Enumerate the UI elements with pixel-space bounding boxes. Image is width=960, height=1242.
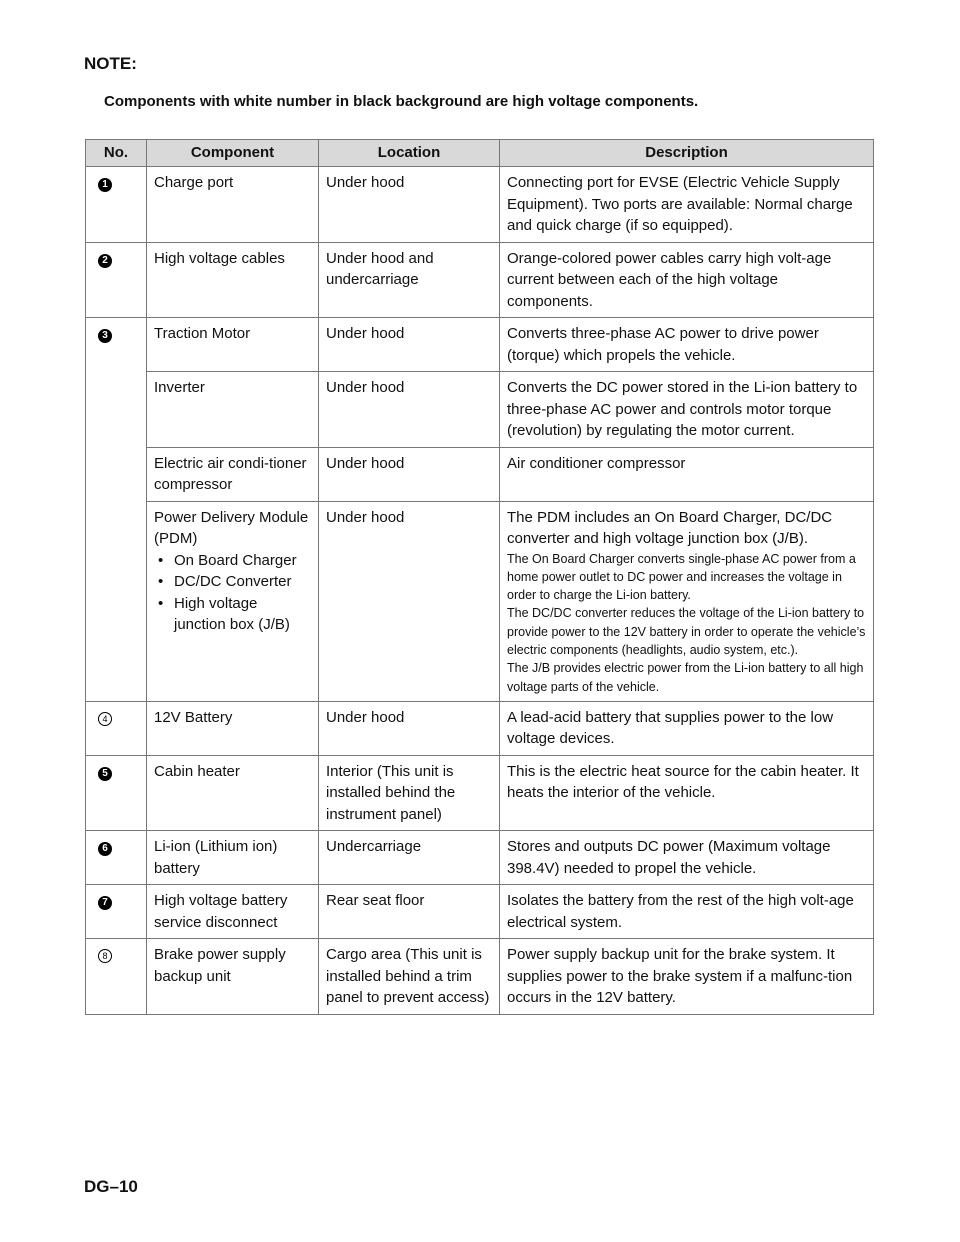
subcomponent-item: • DC/DC Converter <box>154 571 312 593</box>
number-badge: 3 <box>98 329 112 343</box>
location-cell: Under hood and undercarriage <box>319 242 500 318</box>
description-cell: Power supply backup unit for the brake system. It supplies power to the brake system if a malfunc-tion occurs in the 12V battery. <box>500 939 874 1015</box>
component-name: Power Delivery Module (PDM) <box>154 508 309 547</box>
table-header-row <box>86 140 874 167</box>
description-cell: This is the electric heat source for the cabin heater. It heats the interior of the vehicle. <box>500 755 874 831</box>
table-row <box>86 318 874 372</box>
number-badge: 5 <box>98 767 112 781</box>
note-title: NOTE: <box>84 54 137 73</box>
row-number-cell <box>86 885 147 939</box>
number-badge: 2 <box>98 254 112 268</box>
row-number-cell <box>86 831 147 885</box>
component-cell: Li-ion (Lithium ion) battery <box>147 831 319 885</box>
row-number-cell <box>86 167 147 243</box>
description-cell: Connecting port for EVSE (Electric Vehicle Supply Equipment). Two ports are available: Normal charge and quick charge (if so equipped). <box>500 167 874 243</box>
component-cell: Electric air condi-tioner compressor <box>147 447 319 501</box>
row-number-cell <box>86 939 147 1015</box>
page-code: DG–10 <box>84 1177 138 1196</box>
description-cell: Orange-colored power cables carry high volt-age current between each of the high voltage components. <box>500 242 874 318</box>
description-cell: A lead-acid battery that supplies power to the low voltage devices. <box>500 701 874 755</box>
location-cell: Under hood <box>319 372 500 448</box>
location-cell: Interior (This unit is installed behind the instrument panel) <box>319 755 500 831</box>
component-cell: High voltage cables <box>147 242 319 318</box>
description-cell: Isolates the battery from the rest of the high volt-age electrical system. <box>500 885 874 939</box>
number-badge: 6 <box>98 842 112 856</box>
subcomponent-item: • On Board Charger <box>154 550 312 572</box>
components-table <box>85 139 874 1015</box>
component-cell: High voltage battery service disconnect <box>147 885 319 939</box>
subcomponent-item: • High voltage junction box (J/B) <box>154 593 312 636</box>
description-note: The On Board Charger converts single-phase AC power from a home power outlet to DC power and increases the voltage in order to charge the Li-ion battery. <box>507 551 856 603</box>
component-cell: Charge port <box>147 167 319 243</box>
header-description: Description <box>500 140 874 167</box>
component-cell: 12V Battery <box>147 701 319 755</box>
description-main: The PDM includes an On Board Charger, DC/DC converter and high voltage junction box (J/B). <box>507 508 833 547</box>
description-cell <box>500 501 874 701</box>
header-no: No. <box>86 140 147 167</box>
component-cell: Traction Motor <box>147 318 319 372</box>
location-cell: Under hood <box>319 447 500 501</box>
description-cell: Converts the DC power stored in the Li-ion battery to three-phase AC power and controls motor torque (revolution) by regulating the motor current. <box>500 372 874 448</box>
header-component: Component <box>147 140 319 167</box>
note-text: Components with white number in black background are high voltage components. <box>104 93 699 110</box>
component-cell <box>147 501 319 701</box>
row-number-cell <box>86 242 147 318</box>
component-cell: Cabin heater <box>147 755 319 831</box>
location-cell: Cargo area (This unit is installed behind a trim panel to prevent access) <box>319 939 500 1015</box>
number-badge: 1 <box>98 178 112 192</box>
table-row <box>86 885 874 939</box>
subcomponent-list <box>154 550 312 636</box>
description-cell: Stores and outputs DC power (Maximum voltage 398.4V) needed to propel the vehicle. <box>500 831 874 885</box>
description-cell: Air conditioner compressor <box>500 447 874 501</box>
table-row <box>86 501 874 701</box>
location-cell: Under hood <box>319 318 500 372</box>
header-location: Location <box>319 140 500 167</box>
table-row <box>86 755 874 831</box>
table-row <box>86 372 874 448</box>
table-row <box>86 447 874 501</box>
description-note: The J/B provides electric power from the Li-ion battery to all high voltage parts of the vehicle. <box>507 661 864 694</box>
number-badge: 7 <box>98 896 112 910</box>
table-row <box>86 701 874 755</box>
number-badge: 4 <box>98 712 112 726</box>
table-row <box>86 831 874 885</box>
location-cell: Rear seat floor <box>319 885 500 939</box>
location-cell: Under hood <box>319 501 500 701</box>
number-badge: 8 <box>98 949 112 963</box>
component-cell: Brake power supply backup unit <box>147 939 319 1015</box>
table-row <box>86 242 874 318</box>
location-cell: Under hood <box>319 167 500 243</box>
table-row <box>86 939 874 1015</box>
row-number-cell <box>86 701 147 755</box>
description-cell: Converts three-phase AC power to drive power (torque) which propels the vehicle. <box>500 318 874 372</box>
description-note: The DC/DC converter reduces the voltage of the Li-ion battery to provide power to the 12V battery in order to operate the vehicle’s electric components (headlights, audio system, etc.). <box>507 606 866 657</box>
location-cell: Undercarriage <box>319 831 500 885</box>
row-number-cell <box>86 318 147 702</box>
table-row <box>86 167 874 243</box>
row-number-cell <box>86 755 147 831</box>
location-cell: Under hood <box>319 701 500 755</box>
component-cell: Inverter <box>147 372 319 448</box>
